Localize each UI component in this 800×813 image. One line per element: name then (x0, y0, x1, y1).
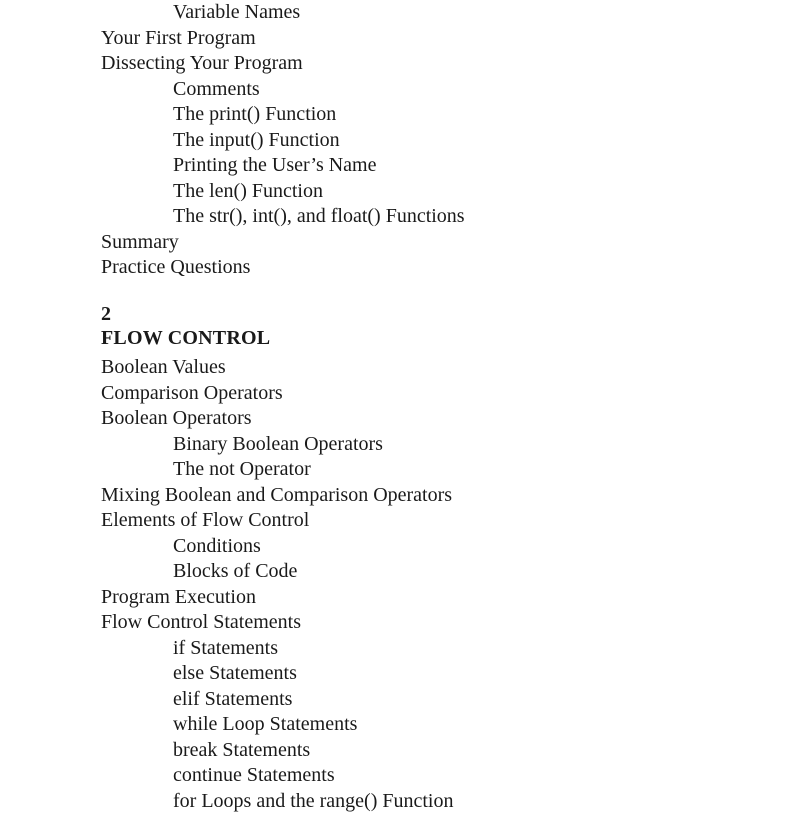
toc-entry-boolean-operators[interactable]: Boolean Operators (101, 407, 252, 429)
toc-entry-mixing-boolean-and-comparison-operators[interactable]: Mixing Boolean and Comparison Operators (101, 483, 453, 506)
toc-entry-the-str-int-and-float-functions[interactable]: The str(), int(), and float() Functions (173, 205, 465, 227)
toc-entry-elements-of-flow-control[interactable]: Elements of Flow Control (101, 509, 310, 531)
toc-entry-binary-boolean-operators[interactable]: Binary Boolean Operators (173, 432, 383, 455)
toc-entry-dissecting-your-program[interactable]: Dissecting Your Program (101, 52, 303, 74)
toc-entry-program-execution[interactable]: Program Execution (101, 585, 256, 608)
toc-entry-the-print-function[interactable]: The print() Function (173, 103, 337, 125)
toc-entry-if-statements[interactable]: if Statements (173, 636, 278, 659)
toc-entry-while-loop-statements[interactable]: while Loop Statements (173, 713, 358, 735)
toc-entry-conditions[interactable]: Conditions (173, 534, 261, 557)
toc-entry-boolean-values[interactable]: Boolean Values (101, 356, 226, 378)
chapter-number: 2 (101, 303, 111, 325)
chapter-title: FLOW CONTROL (101, 327, 271, 349)
toc-entry-the-not-operator[interactable]: The not Operator (173, 458, 311, 480)
toc-entry-variable-names[interactable]: Variable Names (173, 1, 301, 23)
toc-entry-elif-statements[interactable]: elif Statements (173, 687, 293, 710)
toc-entry-practice-questions[interactable]: Practice Questions (101, 256, 251, 278)
toc-entry-the-len-function[interactable]: The len() Function (173, 179, 323, 202)
toc-entry-printing-the-user-s-name[interactable]: Printing the User’s Name (173, 154, 377, 176)
toc-entry-comparison-operators[interactable]: Comparison Operators (101, 381, 283, 404)
toc-entry-the-input-function[interactable]: The input() Function (173, 128, 340, 151)
toc-entry-for-loops-and-the-range-function[interactable]: for Loops and the range() Function (173, 789, 454, 812)
toc-entry-blocks-of-code[interactable]: Blocks of Code (173, 560, 298, 582)
toc-entry-else-statements[interactable]: else Statements (173, 662, 297, 684)
toc-entry-your-first-program[interactable]: Your First Program (101, 26, 256, 49)
toc-entry-flow-control-statements[interactable]: Flow Control Statements (101, 611, 301, 633)
toc-entry-break-statements[interactable]: break Statements (173, 738, 311, 761)
toc-entry-summary[interactable]: Summary (101, 230, 179, 253)
toc-entry-continue-statements[interactable]: continue Statements (173, 764, 335, 786)
toc-entry-comments[interactable]: Comments (173, 77, 260, 100)
